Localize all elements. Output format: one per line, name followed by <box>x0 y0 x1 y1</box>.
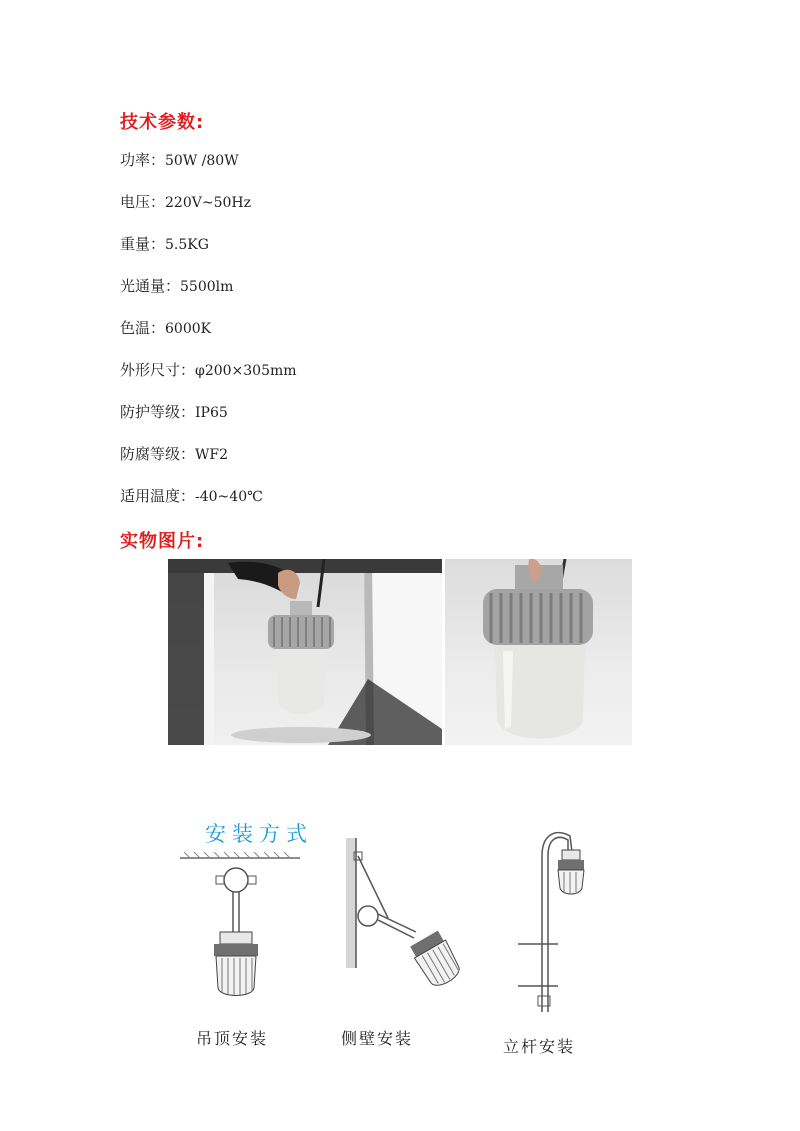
spec-value: WF2 <box>195 447 229 463</box>
spec-value: 220V~50Hz <box>165 195 251 211</box>
spec-label: 适用温度： <box>120 487 196 505</box>
spec-label: 重量： <box>120 235 166 253</box>
spec-label: 防腐等级： <box>120 445 196 463</box>
spec-row-flux <box>120 274 297 316</box>
spec-value: -40~40℃ <box>195 489 263 505</box>
spec-label: 防护等级： <box>120 403 196 421</box>
spec-value: 50W /80W <box>165 153 239 169</box>
wall-mount-diagram <box>346 838 476 998</box>
spec-row-size <box>120 358 297 400</box>
spec-value: 5500lm <box>180 279 234 295</box>
caption-pole-mount: 立杆安装 <box>503 1037 576 1056</box>
spec-label: 电压： <box>120 193 166 211</box>
spec-heading: 技术参数: <box>120 112 205 133</box>
spec-label: 色温： <box>120 319 166 337</box>
spec-row-wf <box>120 442 297 484</box>
spec-row-power <box>120 148 297 190</box>
lamp-photo-illustration <box>168 559 442 745</box>
spec-row-cct <box>120 316 297 358</box>
spec-row-temp <box>120 484 297 526</box>
spec-value: 6000K <box>165 321 212 337</box>
spec-row-ip <box>120 400 297 442</box>
spec-row-voltage <box>120 190 297 232</box>
spec-value: 5.5KG <box>165 237 209 253</box>
caption-wall-mount: 侧壁安装 <box>341 1029 414 1048</box>
caption-ceiling-mount: 吊顶安装 <box>196 1029 269 1048</box>
ceiling-mount-diagram <box>180 852 300 1002</box>
spec-list <box>120 148 297 526</box>
lamp-closeup-illustration <box>445 559 632 745</box>
spec-label: 功率： <box>120 151 166 169</box>
spec-row-weight <box>120 232 297 274</box>
spec-label: 光通量： <box>120 277 181 295</box>
spec-value: IP65 <box>195 405 228 421</box>
photo-heading: 实物图片: <box>120 531 205 552</box>
install-title: 安装方式 <box>205 822 313 846</box>
product-photo-hand <box>168 559 442 745</box>
spec-value: φ200×305mm <box>195 363 297 379</box>
pole-mount-diagram <box>508 826 608 1016</box>
spec-label: 外形尺寸： <box>120 361 196 379</box>
product-photo-closeup <box>445 559 632 745</box>
